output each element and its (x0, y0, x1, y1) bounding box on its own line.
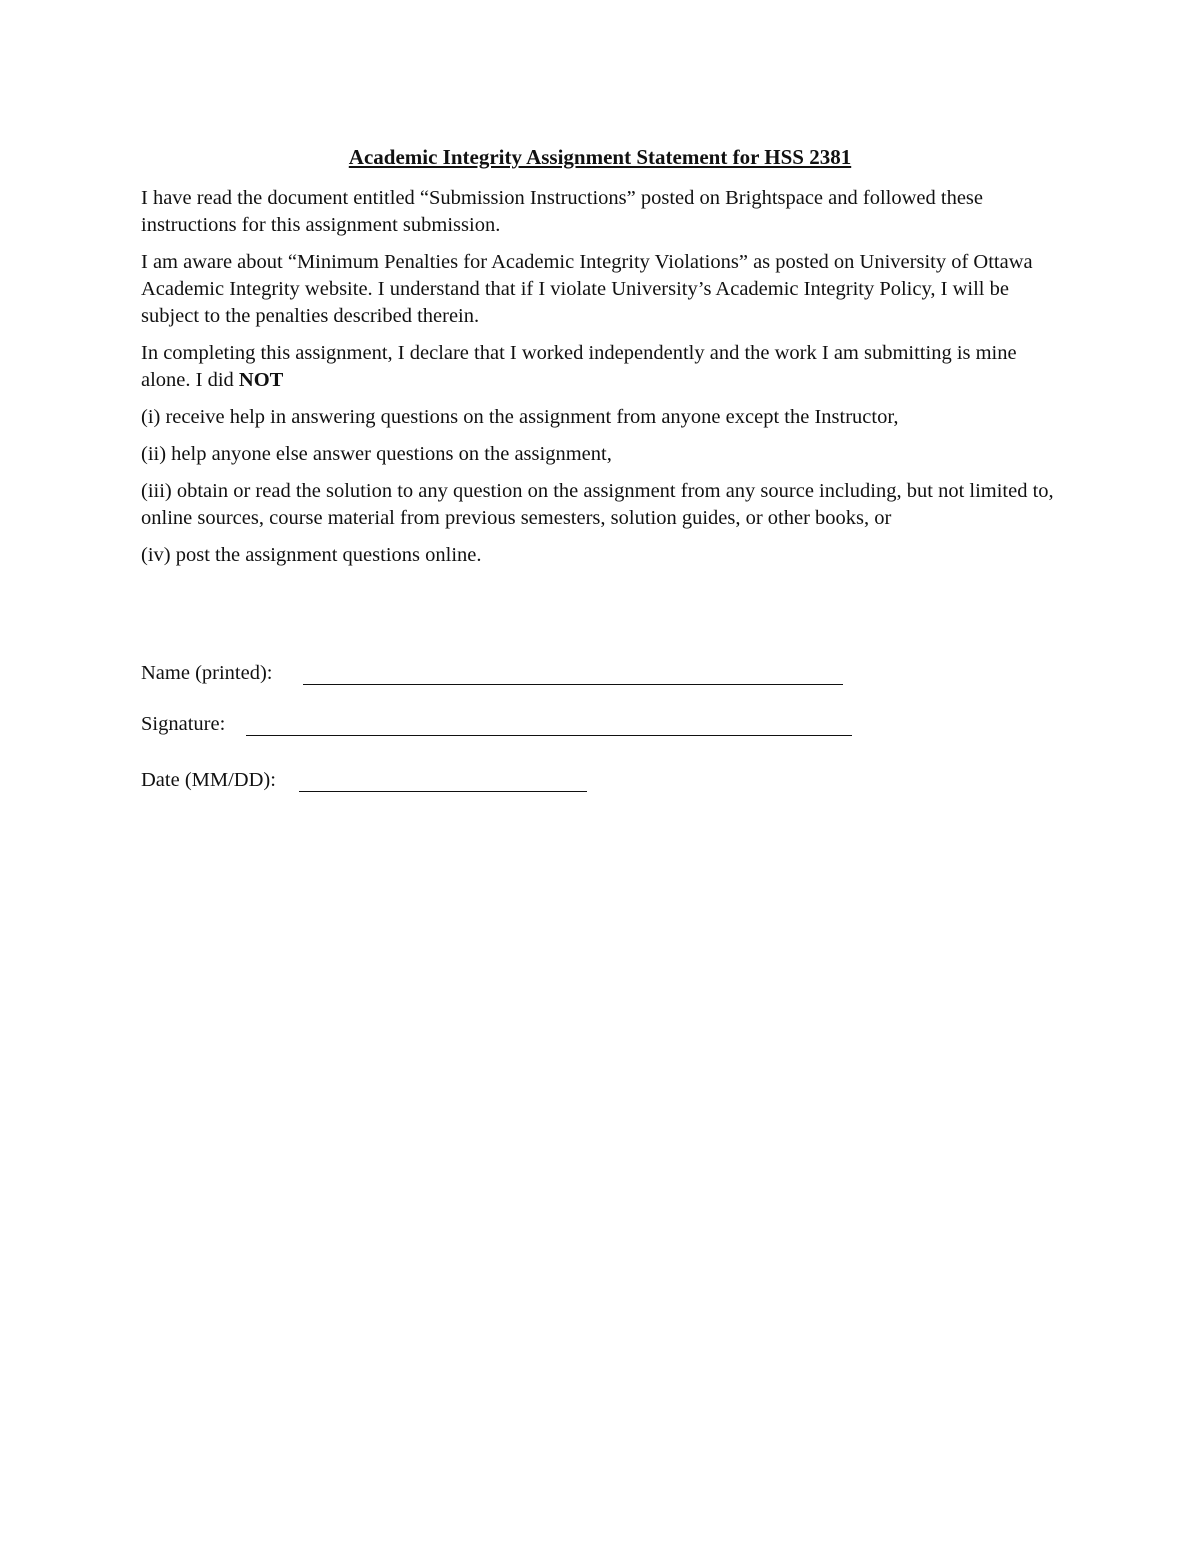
document-title: Academic Integrity Assignment Statement for HSS 2381 (348, 145, 852, 169)
declaration-item-iii: (iii) obtain or read the solution to any question on the assignment from any source including, but not limited to, online sources, course material from previous semesters, solution guides, or other books, or (141, 480, 1054, 529)
name-field-label: Name (printed): (141, 662, 273, 684)
declaration-item-ii: (ii) help anyone else answer questions on the assignment, (141, 443, 612, 465)
signature-field (141, 711, 941, 738)
declaration-text: In completing this assignment, I declare that I worked independently and the work I am submitting is mine alone. I did (141, 342, 1017, 391)
document-body (141, 143, 1059, 579)
date-field-line[interactable] (299, 791, 587, 792)
name-field-line[interactable] (303, 684, 843, 685)
declaration-item-i: (i) receive help in answering questions on the assignment from anyone except the Instructor, (141, 406, 899, 428)
date-field (141, 767, 941, 794)
signature-fields (141, 660, 941, 818)
name-field (141, 660, 941, 687)
paragraph-submission-instructions: I have read the document entitled “Submission Instructions” posted on Brightspace and followed these instructions for this assignment submission. (141, 187, 984, 236)
declaration-item-iv: (iv) post the assignment questions online. (141, 544, 482, 566)
declaration-emphasis: NOT (238, 369, 284, 391)
paragraph-penalties-awareness: I am aware about “Minimum Penalties for Academic Integrity Violations” as posted on University of Ottawa Academic Integrity website. I understand that if I violate University’s Academic Integrity Policy, I will be subject to the penalties described therein. (141, 251, 1033, 327)
paragraph-declaration (141, 340, 1059, 394)
signature-field-line[interactable] (246, 735, 852, 736)
signature-field-label: Signature: (141, 713, 226, 735)
date-field-label: Date (MM/DD): (141, 769, 276, 791)
